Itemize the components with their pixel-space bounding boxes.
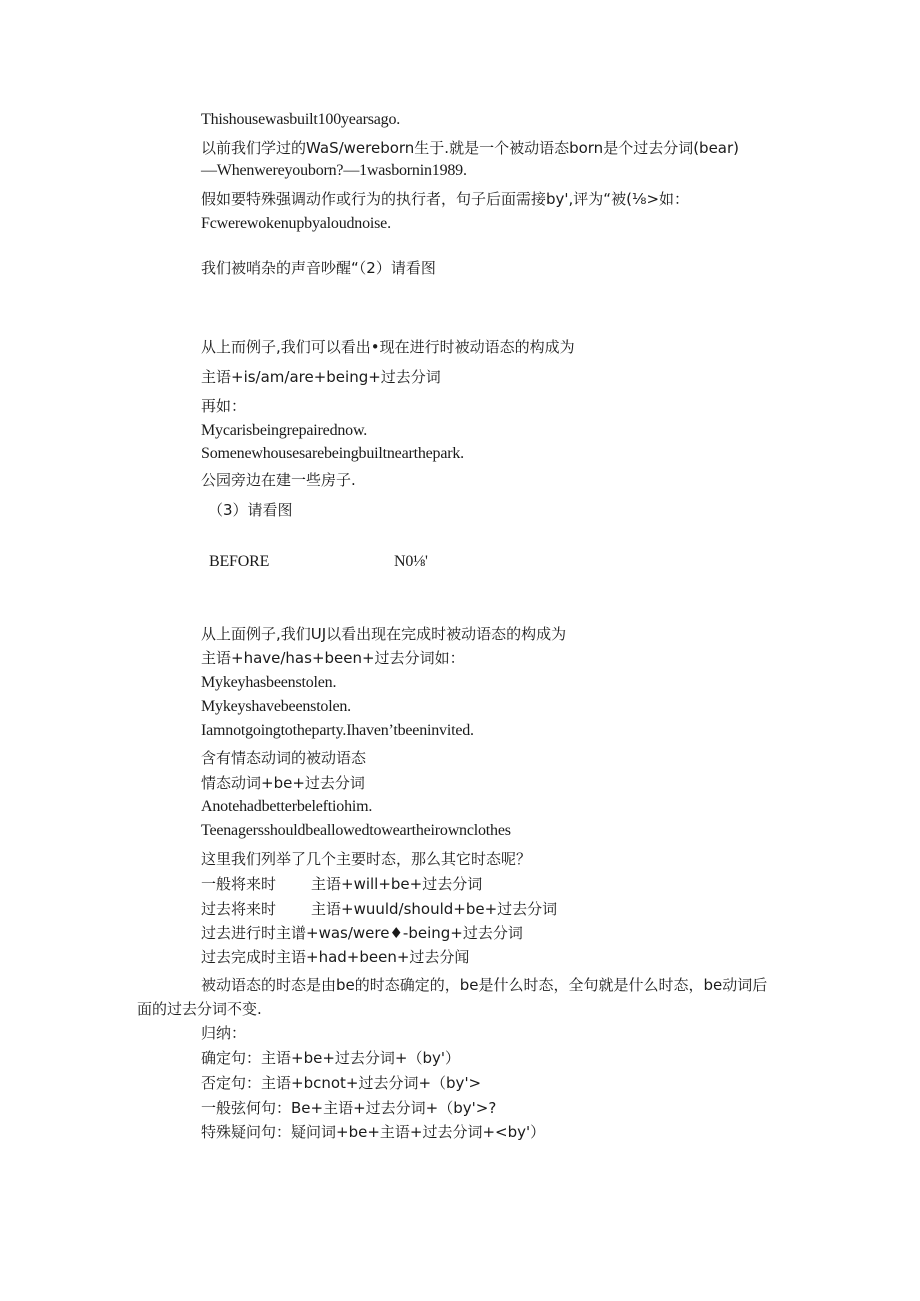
text-line: —Whenwereyouborn?—1wasbornin1989.	[201, 162, 467, 179]
text-line: 被动语态的时态是由be的时态确定的，be是什么时态，全句就是什么时态，be动词后	[201, 976, 768, 994]
text-line: Fcwerewokenupbyaloudnoise.	[201, 215, 391, 232]
text-line: 含有情态动词的被动语态	[201, 749, 367, 767]
figure-label-now: N0⅛'	[394, 553, 428, 570]
example-sentence: Mykeyhasbeenstolen.	[201, 674, 337, 691]
tense-name: 过去将来时	[201, 900, 277, 918]
text-line: 再如：	[201, 397, 247, 415]
formula-line: 过去进行时主谱+was/were♦-being+过去分词	[201, 924, 523, 942]
tense-row	[201, 874, 483, 894]
tense-formula: 主语+wuuld/should+be+过去分词	[311, 900, 558, 918]
formula-line: 主语+have/has+been+过去分词如：	[201, 649, 465, 667]
text-line: 公园旁边在建一些房子.	[201, 471, 356, 489]
text-line: Thishousewasbuilt100yearsago.	[201, 111, 401, 128]
text-line: 归纳：	[201, 1024, 247, 1042]
example-sentence: Mykeyshavebeenstolen.	[201, 698, 351, 715]
text-line: 以前我们学过的WaS/wereborn生于.就是一个被动语态born是个过去分词(bear)	[201, 139, 740, 157]
formula-line: 否定句：主语+bcnot+过去分词+（by'>	[201, 1074, 482, 1092]
example-sentence: Anotehadbetterbeleftiohim.	[201, 798, 373, 815]
text-line: 从上而例子,我们可以看出•现在进行时被动语态的构成为	[201, 338, 575, 356]
tense-name: 一般将来时	[201, 875, 277, 893]
example-sentence: Teenagersshouldbeallowedtoweartheirownclothes	[201, 822, 511, 839]
example-sentence: Iamnotgoingtotheparty.Ihaven’tbeeninvited.	[201, 722, 474, 739]
text-line: 我们被哨杂的声音吵醒“（2）请看图	[201, 259, 436, 277]
formula-line: 确定句：主语+be+过去分词+（by'）	[201, 1049, 460, 1067]
text-line: 面的过去分词不变.	[137, 1000, 262, 1018]
text-line: 这里我们列举了几个主要时态，那么其它时态呢？	[201, 850, 532, 868]
formula-line: 主语+is/am/are+being+过去分词	[201, 368, 441, 386]
example-sentence: Mycarisbeingrepairednow.	[201, 422, 368, 439]
text-line: （3）请看图	[208, 501, 293, 519]
text-line: 假如要特殊强调动作或行为的执行者，句子后面需接by',评为“被(⅛>如：	[201, 190, 690, 208]
text-line: 从上面例子,我们UJ以看出现在完成时被动语态的构成为	[201, 625, 567, 643]
formula-line: 情态动词+be+过去分词	[201, 774, 365, 792]
formula-line: 过去完成时主语+had+been+过去分闻	[201, 948, 470, 966]
figure-label-before: BEFORE	[209, 553, 270, 570]
example-sentence: Somenewhousesarebeingbuiltnearthepark.	[201, 445, 464, 462]
formula-line: 一般弦何句：Be+主语+过去分词+（by'>?	[201, 1099, 497, 1117]
tense-formula: 主语+will+be+过去分词	[311, 875, 483, 893]
tense-row	[201, 899, 558, 919]
formula-line: 特殊疑问句：疑问词+be+主语+过去分词+<by'）	[201, 1123, 546, 1141]
